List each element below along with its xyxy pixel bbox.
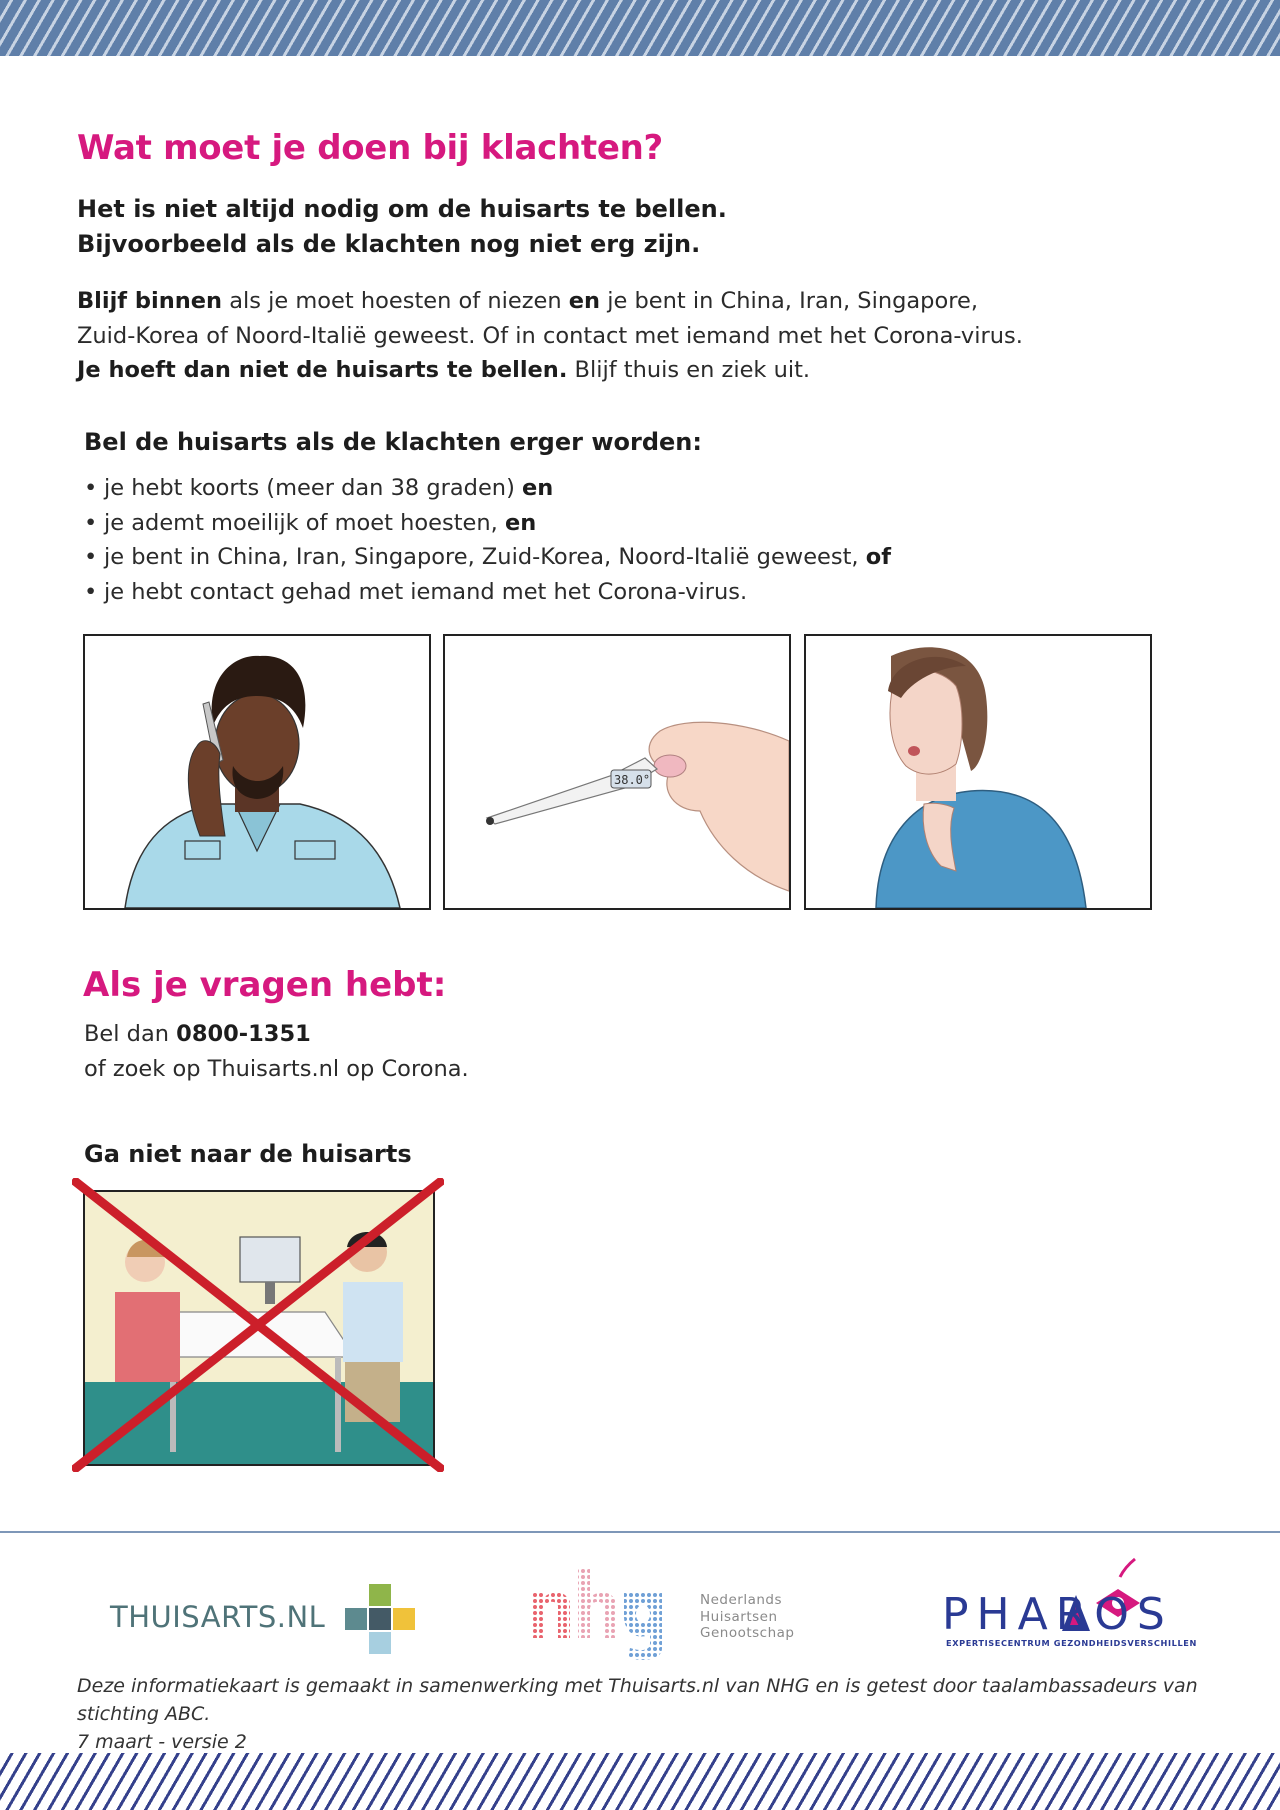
- stay-inside-bold-and: en: [568, 288, 601, 314]
- top-stripe-band: [0, 0, 1280, 56]
- nhg-logo: [532, 1568, 795, 1662]
- intro-text: [77, 192, 727, 262]
- footer-version: 7 maart - versie 2: [77, 1731, 247, 1753]
- nhg-dots-icon: [532, 1568, 692, 1662]
- pharos-logo: [942, 1555, 1197, 1655]
- stay-inside-bold: Blijf binnen: [77, 288, 223, 314]
- stay-inside-line-2: Zuid-Korea of Noord-Italië geweest. Of in contact met iemand met het Corona-virus.: [77, 322, 1023, 349]
- nhg-line-3: Genootschap: [700, 1625, 795, 1641]
- stay-inside-text-1: als je moet hoesten of niezen: [222, 288, 569, 314]
- nhg-line-1: Nederlands: [700, 1592, 783, 1608]
- no-visit-heading: Ga niet naar de huisarts: [84, 1140, 412, 1168]
- questions-call-text: Bel dan: [84, 1021, 177, 1047]
- questions-text: [84, 1017, 469, 1086]
- call-doctor-list: [84, 471, 891, 609]
- intro-line-1: Het is niet altijd nodig om de huisarts te bellen.: [77, 195, 727, 223]
- man-phoning-image: [85, 636, 429, 908]
- questions-search-text: of zoek op Thuisarts.nl op Corona.: [84, 1055, 469, 1082]
- list-item-bold: en: [522, 475, 554, 501]
- thuisarts-logo: [110, 1582, 420, 1658]
- bottom-stripe-band: [0, 1753, 1280, 1810]
- thermometer-reading: 38.0°: [614, 773, 651, 787]
- list-item-text: je bent in China, Iran, Singapore, Zuid-Korea, Noord-Italië geweest,: [104, 544, 866, 570]
- illustration-thermometer: [443, 634, 791, 910]
- stay-inside-text-3: Blijf thuis en ziek uit.: [567, 357, 811, 383]
- list-item-bold: of: [865, 544, 891, 570]
- thuisarts-logo-text: THUISARTS.NL: [110, 1600, 326, 1634]
- list-item: [84, 540, 891, 575]
- footer-divider: [0, 1531, 1280, 1533]
- list-item-text: je ademt moeilijk of moet hoesten,: [104, 509, 505, 536]
- nhg-logo-text: [700, 1592, 795, 1642]
- footer-note: [77, 1672, 1280, 1756]
- woman-coughing-image: [806, 636, 1150, 908]
- list-item: [84, 471, 891, 506]
- pharos-logo-text: PHAROS: [942, 1589, 1173, 1640]
- list-item: [84, 506, 891, 541]
- call-doctor-heading: Bel de huisarts als de klachten erger worden:: [84, 428, 702, 456]
- phone-number: 0800-1351: [176, 1021, 311, 1047]
- stay-inside-text-2: je bent in China, Iran, Singapore,: [600, 288, 978, 314]
- illustration-man-phoning: [83, 634, 431, 910]
- stay-inside-paragraph: [77, 284, 1023, 388]
- questions-heading: Als je vragen hebt:: [83, 965, 447, 1005]
- stay-inside-no-call: Je hoeft dan niet de huisarts te bellen.: [77, 357, 568, 383]
- pharos-tagline: EXPERTISECENTRUM GEZONDHEIDSVERSCHILLEN: [946, 1638, 1197, 1648]
- thuisarts-blocks-icon: [345, 1584, 417, 1656]
- list-item-bold: en: [504, 509, 537, 536]
- doctor-visit-image: [85, 1192, 433, 1464]
- list-item-text: je hebt contact gehad met iemand met het Corona-virus.: [104, 578, 748, 605]
- thermometer-image: [445, 636, 789, 908]
- illustration-woman-coughing: [804, 634, 1152, 910]
- page-title: Wat moet je doen bij klachten?: [77, 128, 663, 168]
- list-item-text: je hebt koorts (meer dan 38 graden): [104, 475, 522, 501]
- intro-line-2: Bijvoorbeeld als de klachten nog niet erg zijn.: [77, 230, 701, 258]
- list-item: [84, 575, 891, 610]
- illustration-doctor-visit: [83, 1190, 435, 1466]
- footer-line-1: Deze informatiekaart is gemaakt in samenwerking met Thuisarts.nl van NHG en is getest door taalambassadeurs van stichting ABC.: [77, 1675, 1198, 1725]
- nhg-line-2: Huisartsen: [700, 1608, 778, 1625]
